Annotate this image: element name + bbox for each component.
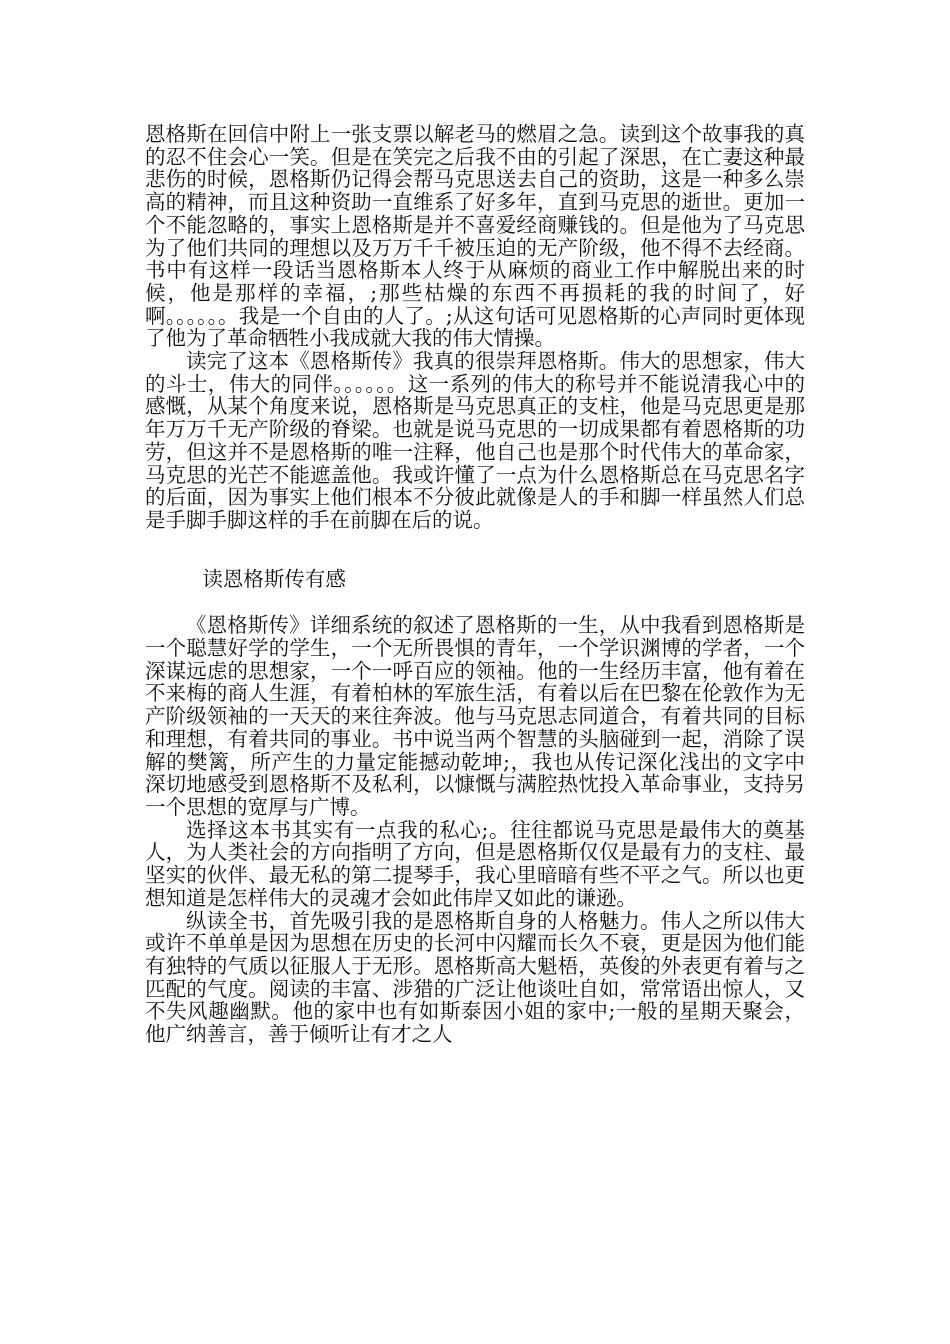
paragraph-1: 恩格斯在回信中附上一张支票以解老马的燃眉之急。读到这个故事我的真的忍不住会心一笑。但是在笑完之后我不由的引起了深思，在亡妻这种最悲伤的时候，恩格斯仍记得会帮马克思送去自己的资助，这是一种多么崇高的精神，而且这种资助一直维系了好多年，直到马克思的逝世。更加一个不能忽略的，事实上恩格斯是并不喜爱经商赚钱的。但是他为了马克思为了他们共同的理想以及万万千千被压迫的无产阶级，他不得不去经商。书中有这样一段话当恩格斯本人终于从麻烦的商业工作中解脱出来的时候，他是那样的幸福，;那些枯燥的东西不再损耗的我的时间了，好啊。。。。。。我是一个自由的人了。;从这句话可见恩格斯的心声同时更体现了他为了革命牺牲小我成就大我的伟大情操。 bbox=[145, 122, 805, 351]
paragraph-4: 选择这本书其实有一点我的私心;。往往都说马克思是最伟大的奠基人，为人类社会的方向指明了方向，但是恩格斯仅仅是最有力的支柱、最坚实的伙伴、最无私的第二提琴手，我心里暗暗有些不平之气。所以也更想知道是怎样伟大的灵魂才会如此伟岸又如此的谦逊。 bbox=[145, 817, 805, 910]
paragraph-2: 读完了这本《恩格斯传》我真的很崇拜恩格斯。伟大的思想家，伟大的斗士，伟大的同伴。。。。。。这一系列的伟大的称号并不能说清我心中的感慨，从某个角度来说，恩格斯是马克思真正的支柱，他是马克思更是那年万万千无产阶级的脊梁。也就是说马克思的一切成果都有着恩格斯的功劳，但这并不是恩格斯的唯一注释，他自己也是那个时代伟大的革命家，马克思的光芒不能遮盖他。我或许懂了一点为什么恩格斯总在马克思名字的后面，因为事实上他们根本不分彼此就像是人的手和脚一样虽然人们总是手脚手脚这样的手在前脚在后的说。 bbox=[145, 349, 805, 532]
paragraph-3: 《恩格斯传》详细系统的叙述了恩格斯的一生，从中我看到恩格斯是一个聪慧好学的学生，一个无所畏惧的青年，一个学识渊博的学者，一个深谋远虑的思想家，一个一呼百应的领袖。他的一生经历丰富，他有着在不来梅的商人生涯，有着柏林的军旅生活，有着以后在巴黎在伦敦作为无产阶级领袖的一天天的来往奔波。他与马克思志同道合，有着共同的目标和理想，有着共同的事业。书中说当两个智慧的头脑碰到一起，消除了误解的樊篱，所产生的力量定能撼动乾坤;，我也从传记深化浅出的文字中深切地感受到恩格斯不及私利，以慷慨与满腔热忱投入革命事业，支持另一个思想的宽厚与广博。 bbox=[145, 613, 805, 819]
document-body bbox=[145, 123, 805, 1046]
section-heading: 读恩格斯传有感 bbox=[202, 566, 346, 591]
paragraph-5: 纵读全书，首先吸引我的是恩格斯自身的人格魅力。伟人之所以伟大或许不单单是因为思想在历史的长河中闪耀而长久不衰，更是因为他们能有独特的气质以征服人于无形。恩格斯高大魁梧，英俊的外表更有着与之匹配的气度。阅读的丰富、涉猎的广泛让他谈吐自如，常常语出惊人，又不失风趣幽默。他的家中也有如斯泰因小姐的家中;一般的星期天聚会，他广纳善言，善于倾听让有才之人 bbox=[145, 908, 805, 1047]
